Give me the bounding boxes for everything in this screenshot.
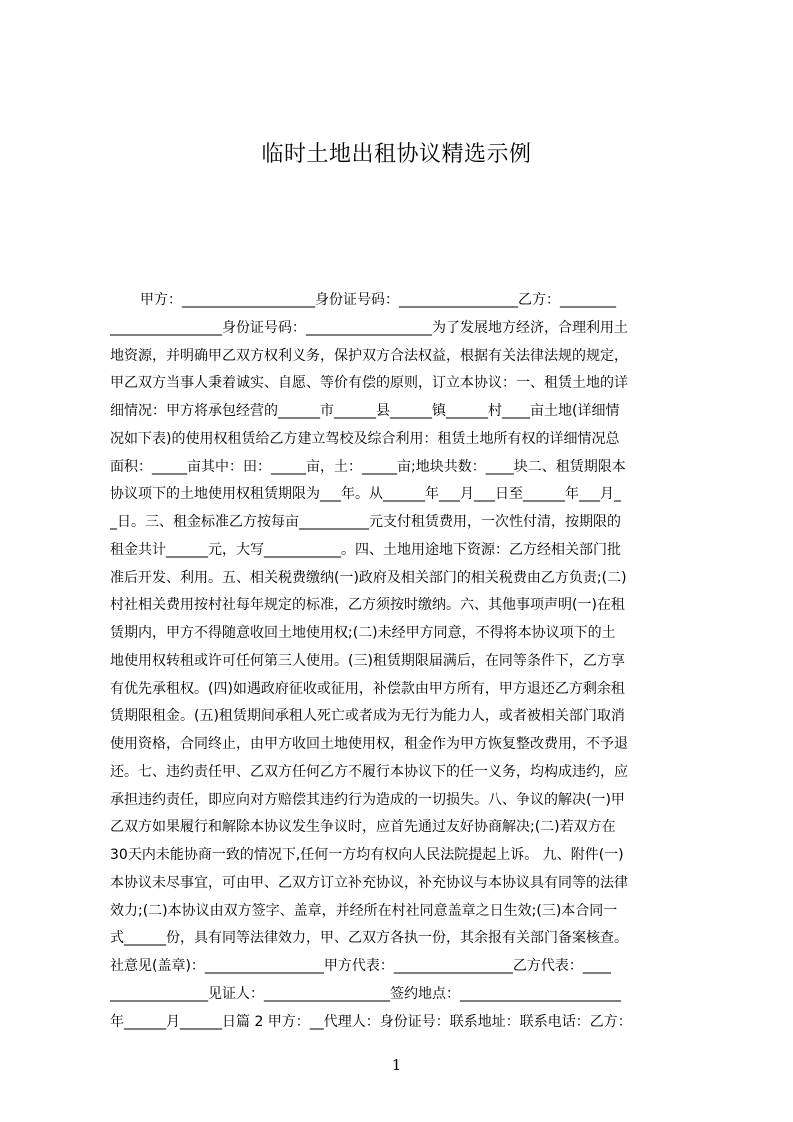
body-line: 使用资格，合同终止，由甲方收回土地使用权，租金作为甲方恢复整改费用，不予退: [110, 736, 628, 752]
body-line: 甲乙双方当事人秉着诚实、自愿、等价有偿的原则，订立本协议：一、租赁土地的详: [110, 375, 628, 392]
body-line: ______________见证人：__________________签约地点：_______________________: [110, 985, 621, 1002]
body-line: 地资源，并明确甲乙双方权利义务，保护双方合法权益，根据有关法律法规的规定，: [110, 347, 628, 364]
body-line: 细情况：甲方将承包经营的______市______县______镇______村____亩土地(详细情: [110, 403, 620, 419]
body-line: 还。七、违约责任甲、乙双方任何乙方不履行本协议下的任一义务，均构成违约，应: [110, 763, 628, 780]
page-number: 1: [391, 1056, 402, 1074]
body-line: 赁期内，甲方不得随意收回土地使用权;(二)未经甲方同意，不得将本协议项下的土: [110, 625, 616, 641]
body-line: 社意见(盖章)：_________________甲方代表：_________________乙方代表：____: [110, 958, 611, 974]
body-line: 租金共计______元，大写___________。四、土地用途地下资源：乙方经相关部门批: [110, 541, 621, 558]
body-line: 地使用权转租或许可任何第三人使用。(三)租赁期限届满后，在同等条件下，乙方享: [110, 652, 625, 669]
body-line: 30天内未能协商一致的情况下,任何一方均有权向人民法院提起上诉。 九、附件(一): [110, 847, 624, 863]
body-line: 年______月______日篇 2 甲方：__代理人：身份证号：联系地址：联系电话：乙方：: [110, 1013, 632, 1030]
body-line: 本协议未尽事宜，可由甲、乙双方订立补充协议，补充协议与本协议具有同等的法律: [110, 874, 628, 891]
body-line: 协议项下的土地使用权租赁期限为___年。从______年___月___日至______年___月_: [110, 486, 621, 503]
body-line: 村社相关费用按村社每年规定的标准，乙方须按时缴纳。六、其他事项声明(一)在租: [110, 597, 625, 614]
body-line: 效力;(二)本协议由双方签字、盖章，并经所在村社同意盖章之日生效;(三)本合同一: [110, 902, 618, 919]
body-line: 乙双方如果履行和解除本协议发生争议时，应首先通过友好协商解决;(二)若双方在: [110, 819, 616, 836]
body-line: 承担违约责任，即应向对方赔偿其违约行为造成的一切损失。八、争议的解决(一)甲: [110, 791, 625, 808]
body-line: 甲方：___________________身份证号码：_________________乙方：________: [140, 292, 616, 308]
document-title: 临时土地出租协议精选示例: [261, 142, 532, 167]
body-line: 况如下表)的使用权租赁给乙方建立驾校及综合利用：租赁土地所有权的详细情况总: [110, 430, 620, 447]
contract-body: [110, 287, 698, 1036]
body-line: 式______份，具有同等法律效力，甲、乙双方各执一份，其余报有关部门备案核查。: [110, 930, 628, 947]
body-line: 面积：_____亩其中：田：_____亩，土：_____亩;地块共数：____块二、租赁期限本: [110, 458, 626, 475]
body-line: 有优先承租权。(四)如遇政府征收或征用，补偿款由甲方所有，甲方退还乙方剩余租: [110, 680, 625, 697]
body-line: _日。三、租金标准乙方按每亩__________元支付租赁费用，一次性付清，按期限的: [110, 514, 621, 530]
body-line: 准后开发、利用。五、相关税费缴纳(一)政府及相关部门的相关税费由乙方负责;(二): [110, 569, 627, 586]
body-line: ________________身份证号码：__________________为了发展地方经济，合理利用土: [110, 319, 628, 336]
body-line: 赁期限租金。(五)租赁期间承租人死亡或者成为无行为能力人，或者被相关部门取消: [110, 708, 625, 725]
